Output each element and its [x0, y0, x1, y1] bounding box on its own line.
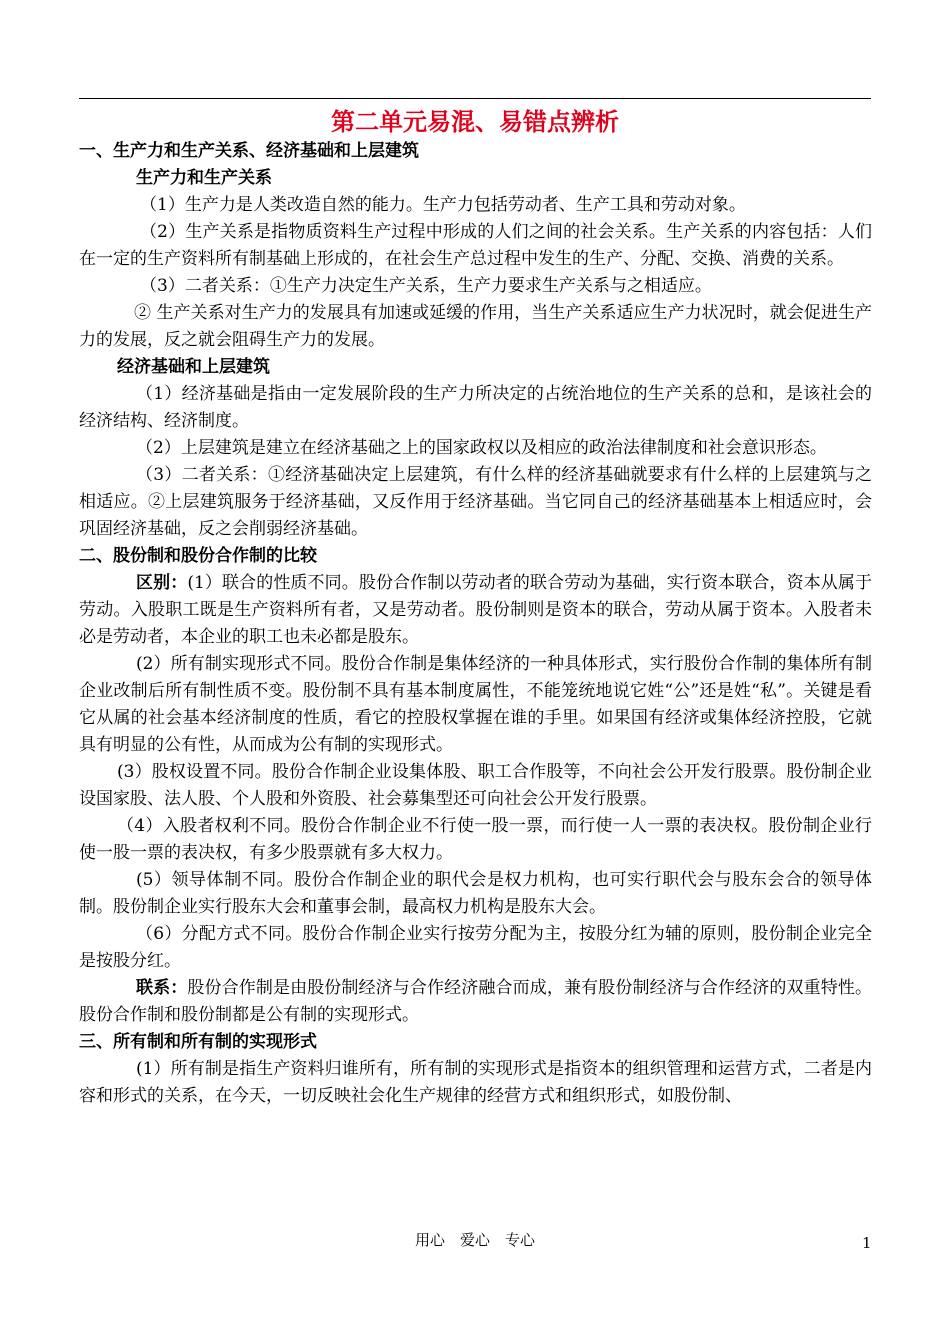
paragraph: (5）领导体制不同。股份合作制企业的职代会是权力机构，也可实行职代会与股东会合的领导体制。股份制企业实行股东大会和董事会制，最高权力机构是股东大会。 [79, 870, 872, 917]
header-rule [79, 98, 871, 99]
paragraph: （2）生产关系是指物质资料生产过程中形成的人们之间的社会关系。生产关系的内容包括：人们在一定的生产资料所有制基础上形成的，在社会生产总过程中发生的生产、分配、交换、消费的关系。 [79, 222, 872, 269]
section-2-heading: 二、股份制和股份合作制的比较 [79, 546, 317, 566]
paragraph: （1）生产力是人类改造自然的能力。生产力包括劳动者、生产工具和劳动对象。 [140, 195, 746, 215]
paragraph-text: (1）联合的性质不同。股份合作制以劳动者的联合劳动为基础，实行资本联合，资本从属于劳动。入股职工既是生产资料所有者，又是劳动者。股份制则是资本的联合，劳动从属于资本。入股者未必是劳动者，本企业的职工也未必都是股东。 [79, 573, 872, 647]
paragraph [79, 975, 872, 1029]
paragraph: （3）二者关系：①经济基础决定上层建筑，有什么样的经济基础就要求有什么样的上层建筑与之相适应。②上层建筑服务于经济基础，又反作用于经济基础。当它同自己的经济基础基本上相适应时，会巩固经济基础，反之会削弱经济基础。 [79, 465, 872, 539]
page-number: 1 [862, 1234, 872, 1252]
paragraph [79, 570, 872, 651]
paragraph: （1）经济基础是指由一定发展阶段的生产力所决定的占统治地位的生产关系的总和，是该社会的经济结构、经济制度。 [79, 384, 872, 431]
label-difference: 区别： [136, 573, 188, 593]
paragraph: (2）所有制实现形式不同。股份合作制是集体经济的一种具体形式，实行股份合作制的集体所有制企业改制后所有制性质不变。股份制不具有基本制度属性，不能笼统地说它姓“公”还是姓“私”。关键是看它从属的社会基本经济制度的性质，看它的控股权掌握在谁的手里。如果国有经济或集体经济控股，它就具有明显的公有性，从而成为公有制的实现形式。 [79, 654, 872, 755]
paragraph: (1）所有制是指生产资料归谁所有，所有制的实现形式是指资本的组织管理和运营方式，二者是内容和形式的关系，在今天，一切反映社会化生产规律的经营方式和组织形式，如股份制、 [79, 1059, 872, 1106]
paragraph: ② 生产关系对生产力的发展具有加速或延缓的作用，当生产关系适应生产力状况时，就会促进生产力的发展，反之就会阻碍生产力的发展。 [79, 303, 872, 350]
paragraph: （3）二者关系：①生产力决定生产关系，生产力要求生产关系与之相适应。 [140, 276, 712, 296]
label-connection: 联系： [136, 978, 188, 998]
subheading-productivity: 生产力和生产关系 [136, 168, 272, 188]
document-body [79, 138, 872, 1110]
subheading-economic-base: 经济基础和上层建筑 [117, 357, 270, 377]
paragraph: （2）上层建筑是建立在经济基础之上的国家政权以及相应的政治法律制度和社会意识形态。 [136, 438, 827, 458]
paragraph: （4）入股者权利不同。股份合作制企业不行使一股一票，而行使一人一票的表决权。股份制企业行使一股一票的表决权，有多少股票就有多大权力。 [79, 816, 872, 863]
paragraph-text: 股份合作制是由股份制经济与合作经济融合而成，兼有股份制经济与合作经济的双重特性。股份合作制和股份制都是公有制的实现形式。 [79, 978, 873, 1025]
paragraph: （6）分配方式不同。股份合作制企业实行按劳分配为主，按股分红为辅的原则，股份制企业完全是按股分红。 [79, 924, 872, 971]
paragraph: (3）股权设置不同。股份合作制企业设集体股、职工合作股等，不向社会公开发行股票。股份制企业设国家股、法人股、个人股和外资股、社会募集型还可向社会公开发行股票。 [79, 762, 872, 809]
document-title: 第二单元易混、易错点辨析 [331, 107, 619, 136]
footer-motto: 用心 爱心 专心 [414, 1231, 535, 1249]
section-1-heading: 一、生产力和生产关系、经济基础和上层建筑 [79, 141, 419, 161]
section-3-heading: 三、所有制和所有制的实现形式 [79, 1032, 317, 1052]
